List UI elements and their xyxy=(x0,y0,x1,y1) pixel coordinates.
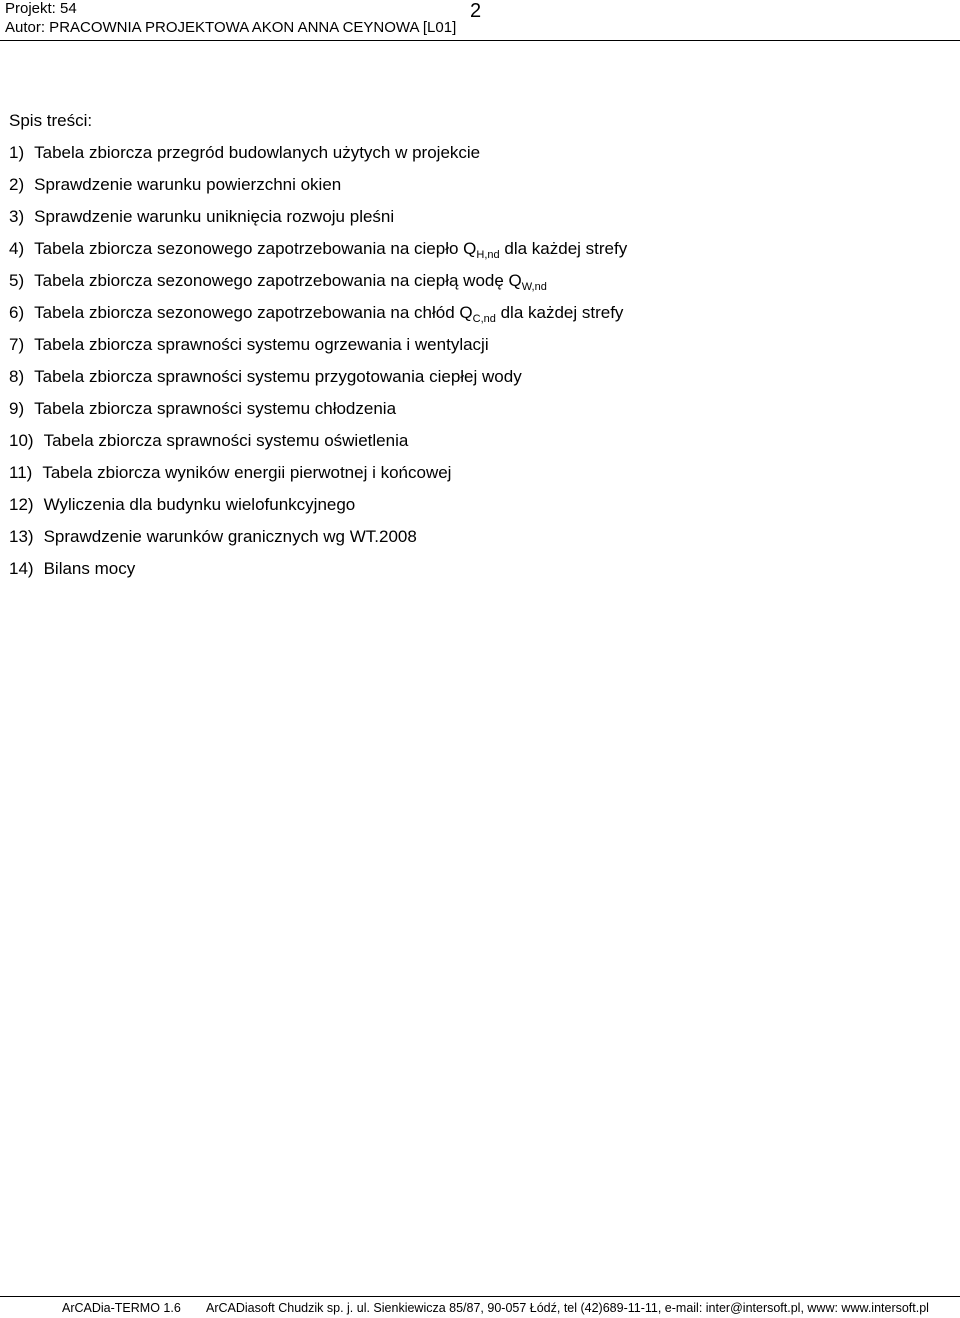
toc-item: 10) Tabela zbiorcza sprawności systemu oświetlenia xyxy=(9,431,409,450)
toc-item: 9) Tabela zbiorcza sprawności systemu chłodzenia xyxy=(9,399,397,418)
toc-item: 5) Tabela zbiorcza sezonowego zapotrzebowania na ciepłą wodę $Q_{W,nd}$ xyxy=(9,271,547,293)
toc-item: 2) Sprawdzenie warunku powierzchni okien xyxy=(9,175,342,194)
author-label: Autor: PRACOWNIA PROJEKTOWA AKON ANNA CEYNOWA [L01] xyxy=(5,19,457,36)
toc-item: 14) Bilans mocy xyxy=(9,559,136,578)
toc-item: 4) Tabela zbiorcza sezonowego zapotrzebowania na ciepło $Q_{H,nd}$ dla każdej strefy xyxy=(9,239,628,261)
page-number: 2 xyxy=(470,0,482,22)
toc-item: 1) Tabela zbiorcza przegród budowlanych użytych w projekcie xyxy=(9,143,481,162)
software-label: ArCADia-TERMO 1.6 xyxy=(62,1301,181,1315)
table-of-contents xyxy=(9,142,949,590)
toc-item: 12) Wyliczenia dla budynku wielofunkcyjnego xyxy=(9,495,356,514)
subscript: H,nd xyxy=(476,249,500,261)
toc-item: 7) Tabela zbiorcza sprawności systemu ogrzewania i wentylacji xyxy=(9,335,489,354)
toc-item: 11) Tabela zbiorcza wyników energii pierwotnej i końcowej xyxy=(9,463,452,482)
subscript: C,nd xyxy=(472,313,496,325)
company-info: ArCADiasoft Chudzik sp. j. ul. Sienkiewicza 85/87, 90-057 Łódź, tel (42)689-11-11, e-mail: inter@intersoft.pl, www: www.intersoft.pl xyxy=(206,1301,929,1315)
toc-title: Spis treści: xyxy=(9,111,93,130)
toc-item: 3) Sprawdzenie warunku uniknięcia rozwoju pleśni xyxy=(9,207,395,226)
toc-item: 6) Tabela zbiorcza sezonowego zapotrzebowania na chłód $Q_{C,nd}$ dla każdej strefy xyxy=(9,303,624,325)
toc-item: 8) Tabela zbiorcza sprawności systemu przygotowania ciepłej wody xyxy=(9,367,522,386)
page-footer xyxy=(0,1296,960,1318)
page-header xyxy=(0,0,960,41)
subscript: W,nd xyxy=(521,281,547,293)
toc-item: 13) Sprawdzenie warunków granicznych wg WT.2008 xyxy=(9,527,417,546)
project-label: Projekt: 54 xyxy=(5,0,77,17)
